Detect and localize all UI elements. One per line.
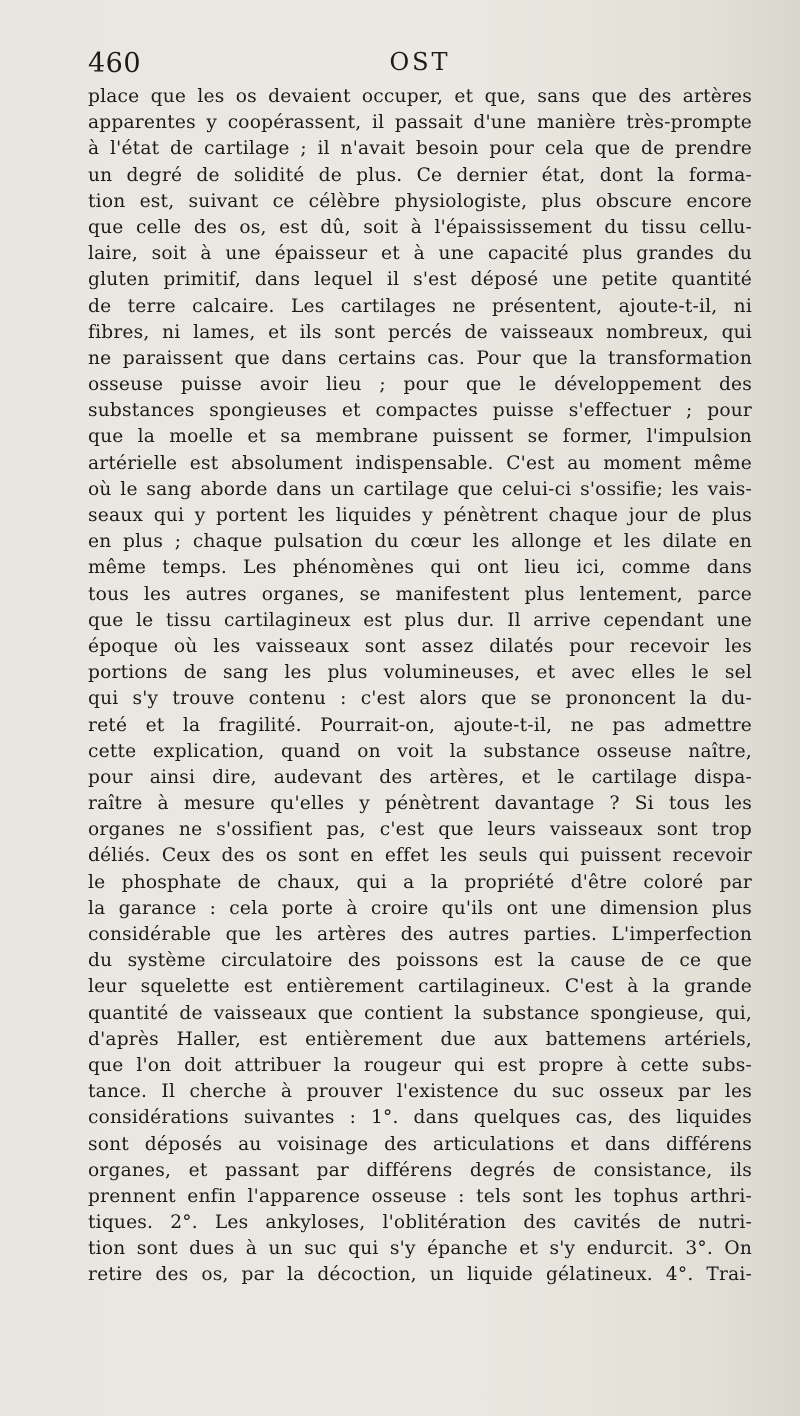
text-line: place que les os devaient occuper, et que, sans que des artères xyxy=(88,86,752,107)
text-line: sont déposés au voisinage des articulations et dans différens xyxy=(88,1133,752,1155)
text-line: tion est, suivant ce célèbre physiologiste, plus obscure encore xyxy=(88,190,752,212)
text-line: considérable que les artères des autres parties. L'imperfection xyxy=(88,924,752,945)
text-line: qui s'y trouve contenu : c'est alors que se prononcent la du- xyxy=(88,688,752,710)
text-line: retire des os, par la décoction, un liquide gélatineux. 4°. Trai- xyxy=(88,1264,752,1286)
text-line: déliés. Ceux des os sont en effet les seuls qui puissent recevoir xyxy=(88,845,752,867)
text-line: organes ne s'ossifient pas, c'est que leurs vaisseaux sont trop xyxy=(88,819,752,841)
text-line: ne paraissent que dans certains cas. Pour que la transformation xyxy=(88,347,752,369)
text-line: tous les autres organes, se manifestent plus lentement, parce xyxy=(88,583,752,605)
text-line: seaux qui y portent les liquides y pénètrent chaque jour de plus xyxy=(88,505,752,526)
text-line: fibres, ni lames, et ils sont percés de vaisseaux nombreux, qui xyxy=(88,321,752,343)
text-line: un degré de solidité de plus. Ce dernier état, dont la forma- xyxy=(88,164,752,186)
text-line: tiques. 2°. Les ankyloses, l'oblitération des cavités de nutri- xyxy=(88,1212,752,1234)
text-line: à l'état de cartilage ; il n'avait besoin pour cela que de prendre xyxy=(88,138,752,160)
text-line: quantité de vaisseaux que contient la substance spongieuse, qui, xyxy=(88,1002,752,1024)
text-line: d'après Haller, est entièrement due aux battemens artériels, xyxy=(88,1028,752,1050)
text-line: tance. Il cherche à prouver l'existence du suc osseux par les xyxy=(88,1081,752,1103)
text-line: leur squelette est entièrement cartilagineux. C'est à la grande xyxy=(88,976,752,998)
text-line: laire, soit à une épaisseur et à une capacité plus grandes du xyxy=(88,243,752,265)
text-line: reté et la fragilité. Pourrait-on, ajoute-t-il, ne pas admettre xyxy=(88,714,752,736)
text-line: artérielle est absolument indispensable. C'est au moment même xyxy=(88,452,752,474)
text-line: que le tissu cartilagineux est plus dur. Il arrive cependant une xyxy=(88,609,752,631)
text-line: que l'on doit attribuer la rougeur qui est propre à cette subs- xyxy=(88,1054,752,1076)
text-line: de terre calcaire. Les cartilages ne présentent, ajoute-t-il, ni xyxy=(88,295,752,317)
text-line: portions de sang les plus volumineuses, et avec elles le sel xyxy=(88,662,752,684)
text-line: que celle des os, est dû, soit à l'épaississement du tissu cellu- xyxy=(88,216,752,238)
text-line: osseuse puisse avoir lieu ; pour que le développement des xyxy=(88,374,752,396)
text-line: apparentes y coopérassent, il passait d'une manière très-prompte xyxy=(88,112,752,134)
text-line: gluten primitif, dans lequel il s'est déposé une petite quantité xyxy=(88,269,752,291)
text-line: que la moelle et sa membrane puissent se former, l'impulsion xyxy=(88,426,752,448)
text-line: du système circulatoire des poissons est la cause de ce que xyxy=(88,950,752,972)
body-text xyxy=(88,84,752,1289)
text-line: même temps. Les phénomènes qui ont lieu ici, comme dans xyxy=(88,557,752,579)
text-line: en plus ; chaque pulsation du cœur les allonge et les dilate en xyxy=(88,531,752,553)
text-line: la garance : cela porte à croire qu'ils ont une dimension plus xyxy=(88,897,752,919)
text-line: le phosphate de chaux, qui a la propriété d'être coloré par xyxy=(88,871,752,893)
running-head: OST xyxy=(389,48,451,76)
page-number: 460 xyxy=(88,48,142,79)
text-line: raître à mesure qu'elles y pénètrent davantage ? Si tous les xyxy=(88,793,752,815)
text-line: cette explication, quand on voit la substance osseuse naître, xyxy=(88,740,752,762)
text-line: prennent enfin l'apparence osseuse : tels sont les tophus arthri- xyxy=(88,1185,752,1207)
page-header xyxy=(88,48,752,84)
text-line: tion sont dues à un suc qui s'y épanche et s'y endurcit. 3°. On xyxy=(88,1238,752,1260)
text-line: organes, et passant par différens degrés de consistance, ils xyxy=(88,1159,752,1181)
text-line: substances spongieuses et compactes puisse s'effectuer ; pour xyxy=(88,400,752,422)
text-line: pour ainsi dire, audevant des artères, et le cartilage dispa- xyxy=(88,766,752,788)
text-line: considérations suivantes : 1°. dans quelques cas, des liquides xyxy=(88,1107,752,1129)
text-line: époque où les vaisseaux sont assez dilatés pour recevoir les xyxy=(88,635,752,657)
text-line: où le sang aborde dans un cartilage que celui-ci s'ossifie; les vais- xyxy=(88,478,752,500)
